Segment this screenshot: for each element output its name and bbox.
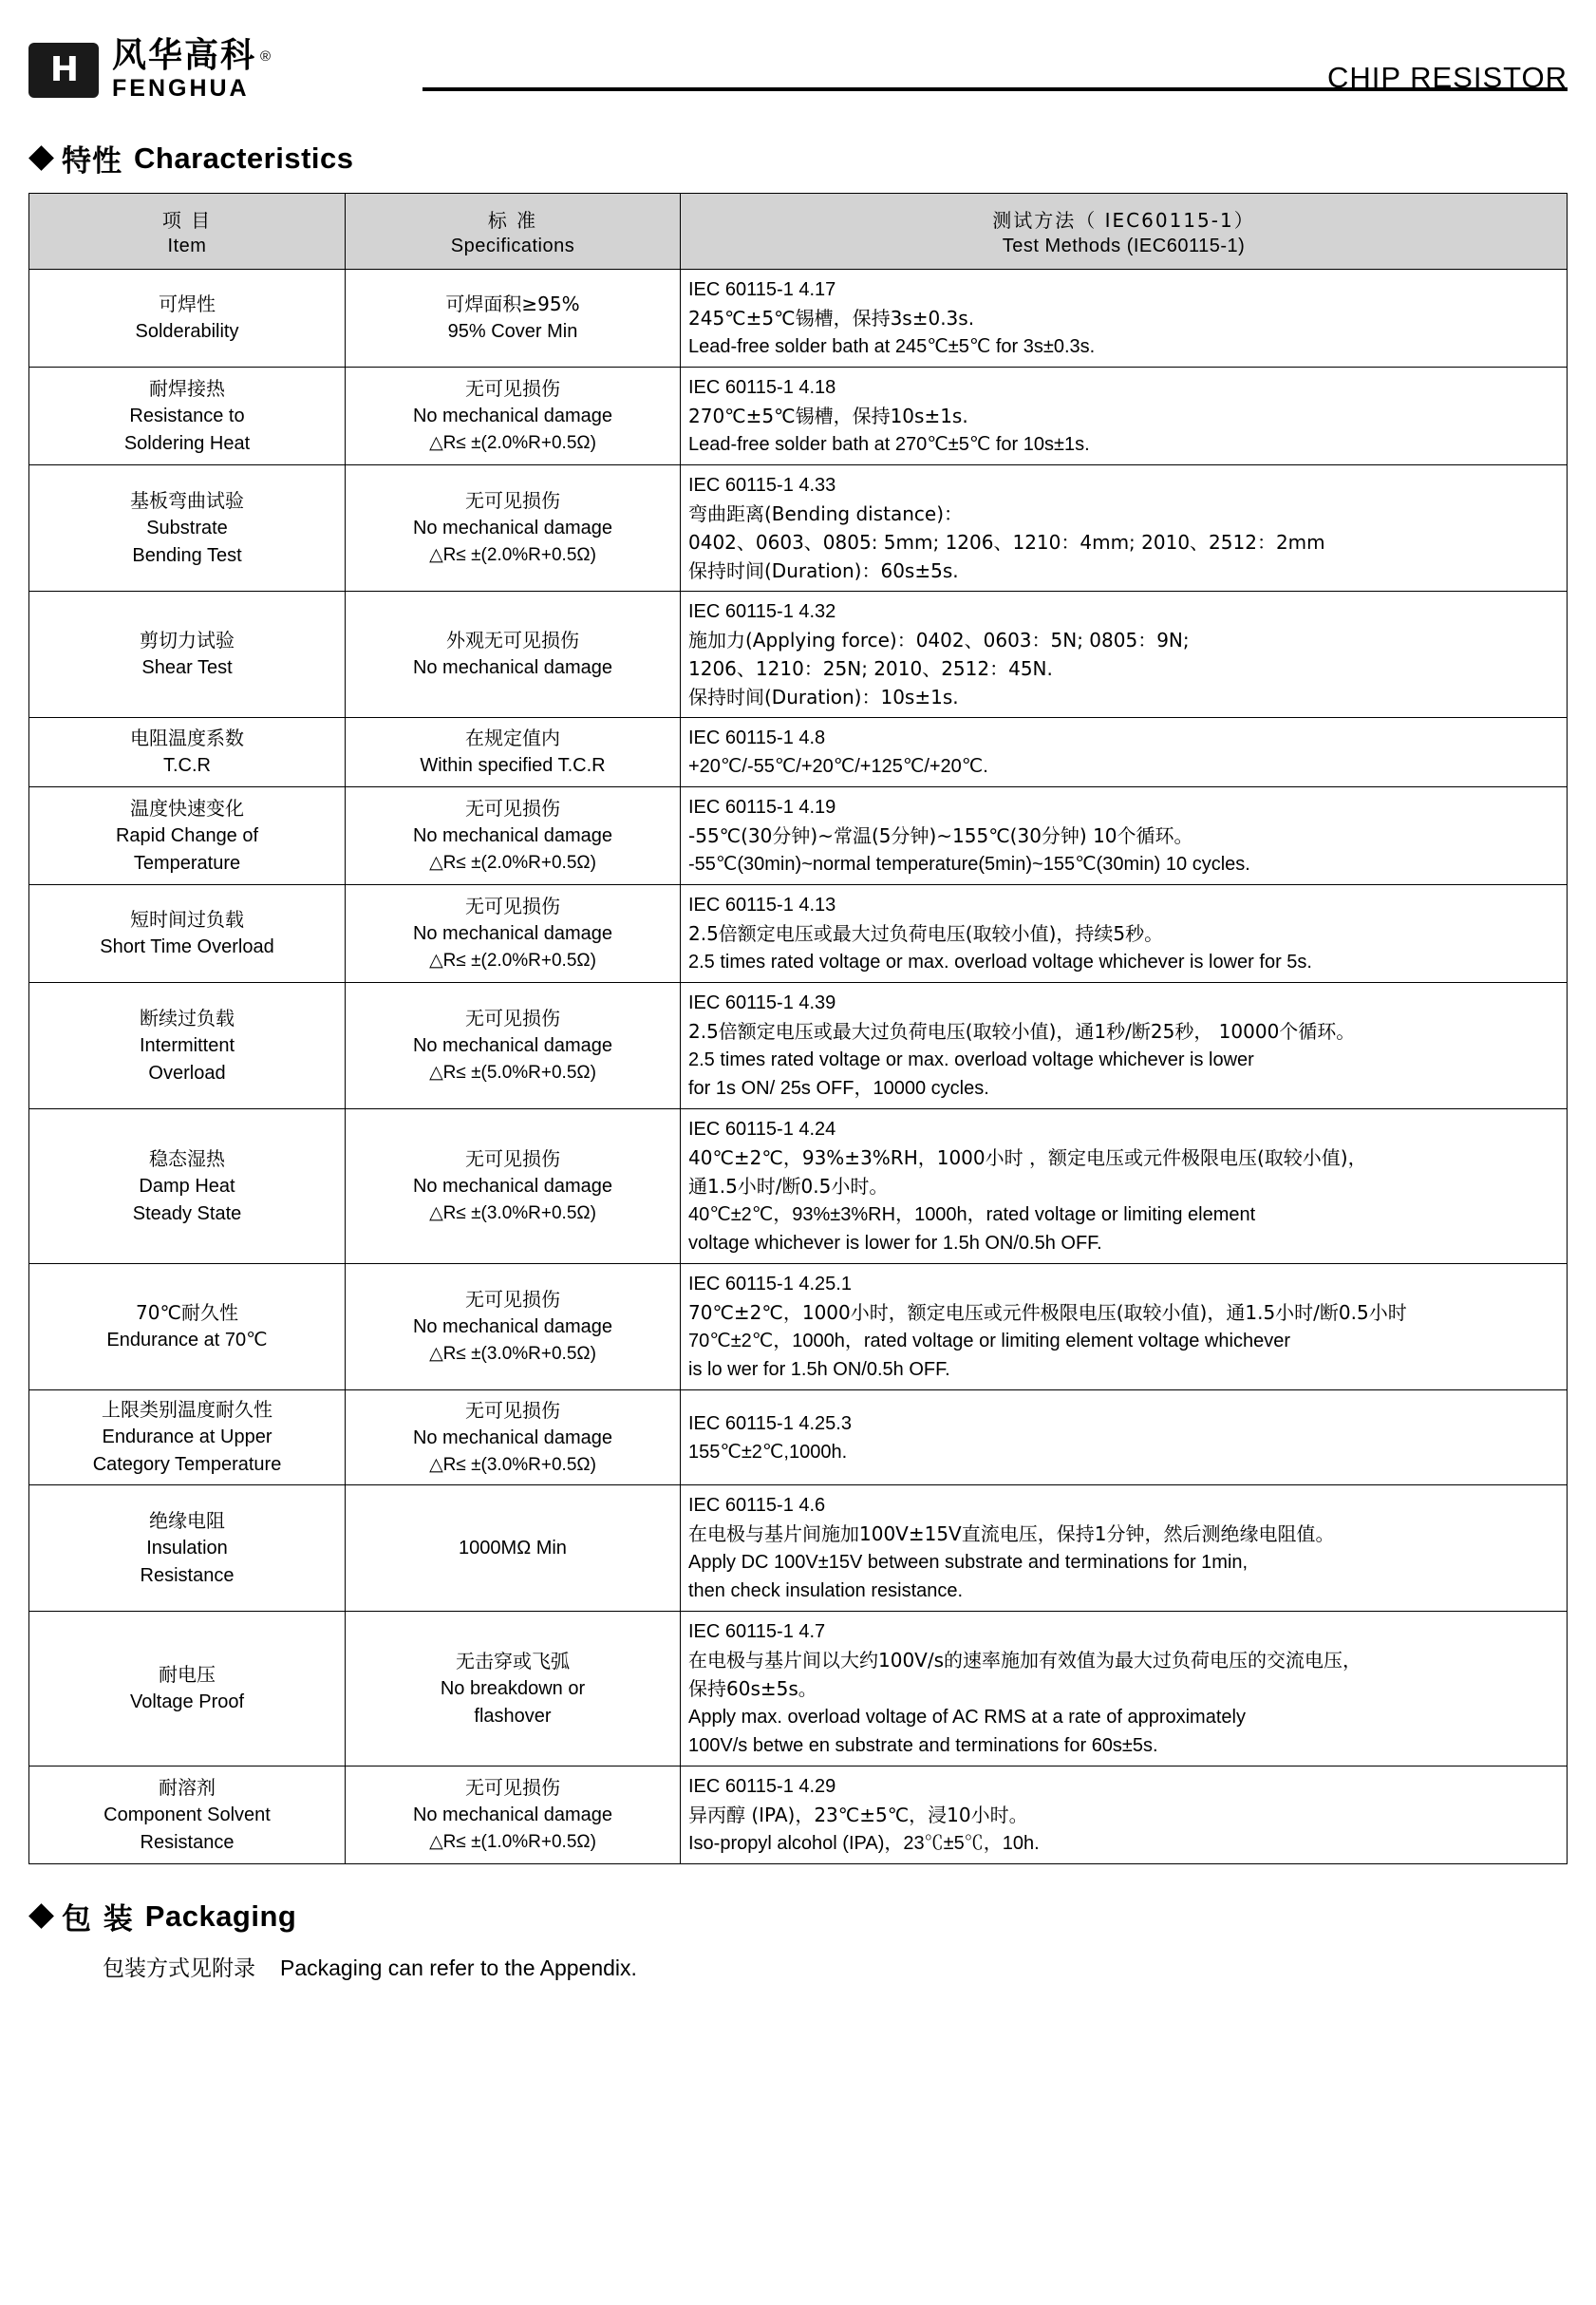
spec-en: No mechanical damage	[412, 1176, 613, 1198]
spec-en: No mechanical damage	[412, 1804, 613, 1826]
column-header-item	[29, 194, 346, 270]
spec-en: No mechanical damage	[412, 825, 613, 847]
table-row	[29, 1264, 1568, 1390]
cell-item	[29, 1109, 346, 1264]
column-header-item-en: Item	[167, 236, 207, 256]
cell-item	[29, 1612, 346, 1767]
test-method-line: for 1s ON/ 25s OFF，10000 cycles.	[688, 1078, 989, 1099]
item-label-cn: 绝缘电阻	[149, 1508, 225, 1532]
packaging-note-en: Packaging can refer to the Appendix.	[280, 1955, 637, 1980]
test-method-line: 施加力(Applying force)：0402、0603：5N; 0805：9N;	[688, 629, 1190, 652]
test-method-line: 2.5倍额定电压或最大过负荷电压(取较小值)，持续5秒。	[688, 922, 1164, 945]
cell-item	[29, 885, 346, 983]
item-label-en: Short Time Overload	[100, 936, 274, 957]
cell-specification	[346, 885, 681, 983]
spec-cn: 外观无可见损伤	[446, 629, 579, 652]
item-label-cn: 温度快速变化	[130, 796, 244, 820]
cell-test-method	[681, 465, 1568, 592]
table-row	[29, 718, 1568, 787]
item-label-cn: 断续过负载	[140, 1006, 235, 1030]
column-header-test-methods	[681, 194, 1568, 270]
spec-cn: 无可见损伤	[465, 1147, 560, 1171]
spec-cn: 无可见损伤	[465, 489, 560, 513]
test-method-line: -55℃(30min)~normal temperature(5min)~155℃(30min) 10 cycles.	[688, 854, 1250, 875]
cell-test-method	[681, 270, 1568, 368]
test-method-line: Apply DC 100V±15V between substrate and terminations for 1min,	[688, 1552, 1249, 1573]
table-header-row	[29, 194, 1568, 270]
cell-test-method	[681, 592, 1568, 718]
test-method-line: 100V/s betwe en substrate and terminations for 60s±5s.	[688, 1735, 1158, 1756]
cell-test-method	[681, 885, 1568, 983]
test-method-line: 70℃±2℃，1000小时，额定电压或元件极限电压(取较小值)，通1.5小时/断0.5小时	[688, 1301, 1407, 1324]
spec-en: No mechanical damage	[412, 518, 613, 539]
test-method-line: then check insulation resistance.	[688, 1580, 964, 1601]
item-label-cn: 剪切力试验	[140, 629, 235, 652]
spec-cn: 可焊面积≥95%	[445, 293, 580, 315]
test-method-line: 40℃±2℃，93%±3%RH，1000h，rated voltage or limiting element	[688, 1204, 1256, 1225]
test-method-line: IEC 60115-1 4.17	[688, 279, 836, 300]
document-title: CHIP RESISTOR	[1326, 61, 1568, 94]
spec-tolerance: △R≤ ±(3.0%R+0.5Ω)	[429, 1454, 596, 1475]
spec-en: No mechanical damage	[412, 923, 613, 945]
spec-cn: 无可见损伤	[465, 797, 560, 821]
cell-specification	[346, 270, 681, 368]
spec-en: No mechanical damage	[412, 1426, 613, 1448]
cell-item	[29, 1485, 346, 1612]
cell-item	[29, 270, 346, 368]
cell-test-method	[681, 368, 1568, 465]
spec-cn: 无可见损伤	[465, 1007, 560, 1030]
item-label-en: Intermittent	[139, 1034, 235, 1056]
spec-cn: 无可见损伤	[465, 1398, 560, 1422]
spec-en: flashover	[474, 1705, 552, 1727]
spec-en: No breakdown or	[440, 1677, 586, 1699]
table-row	[29, 465, 1568, 592]
column-header-test-cn: 测试方法（ IEC60115-1）	[992, 209, 1255, 232]
header-divider	[422, 87, 1568, 91]
spec-cn: 无可见损伤	[465, 895, 560, 918]
test-method-line: Iso-propyl alcohol (IPA)，23℃±5℃，10h.	[688, 1833, 1040, 1854]
cell-test-method	[681, 718, 1568, 787]
test-method-line: IEC 60115-1 4.6	[688, 1495, 826, 1516]
spec-cn: 在规定值内	[465, 727, 560, 749]
cell-specification	[346, 592, 681, 718]
table-row	[29, 983, 1568, 1109]
test-method-line: 70℃±2℃，1000h，rated voltage or limiting element voltage whichever	[688, 1331, 1291, 1351]
item-label-en: Voltage Proof	[129, 1691, 245, 1712]
test-method-line: 保持时间(Duration)：60s±5s.	[688, 559, 959, 582]
test-method-line: Lead-free solder bath at 270℃±5℃ for 10s±1s.	[688, 434, 1090, 455]
spec-tolerance: △R≤ ±(2.0%R+0.5Ω)	[429, 433, 596, 454]
logo-glyph: H	[49, 50, 78, 89]
characteristics-heading-cn: 特性	[62, 144, 122, 179]
column-header-spec-cn: 标 准	[487, 209, 538, 232]
item-label-cn: 稳态湿热	[149, 1146, 225, 1170]
table-row	[29, 592, 1568, 718]
item-label-en: T.C.R	[163, 755, 211, 776]
test-method-line: 40℃±2℃，93%±3%RH，1000小时 ，额定电压或元件极限电压(取较小值)，	[688, 1146, 1367, 1169]
brand-logo	[28, 36, 272, 106]
cell-item	[29, 718, 346, 787]
brand-name-cn	[112, 36, 272, 75]
item-label-cn: 短时间过负载	[130, 908, 244, 931]
cell-test-method	[681, 1767, 1568, 1864]
cell-specification	[346, 787, 681, 885]
spec-en: No mechanical damage	[412, 406, 613, 427]
test-method-line: IEC 60115-1 4.24	[688, 1119, 836, 1140]
cell-test-method	[681, 787, 1568, 885]
test-method-line: 保持60s±5s。	[688, 1677, 817, 1700]
test-method-line: voltage whichever is lower for 1.5h ON/0.5h OFF.	[688, 1233, 1102, 1254]
cell-test-method	[681, 1390, 1568, 1485]
cell-item	[29, 368, 346, 465]
cell-specification	[346, 1390, 681, 1485]
item-label-en: Substrate	[146, 517, 228, 538]
spec-tolerance: △R≤ ±(5.0%R+0.5Ω)	[429, 1063, 596, 1084]
test-method-line: IEC 60115-1 4.39	[688, 992, 836, 1013]
test-method-line: 2.5倍额定电压或最大过负荷电压(取较小值)，通1秒/断25秒， 10000个循环。	[688, 1020, 1356, 1043]
table-row	[29, 1109, 1568, 1264]
characteristics-heading-en: Characteristics	[134, 141, 354, 175]
cell-item	[29, 465, 346, 592]
test-method-line: 2.5 times rated voltage or max. overload voltage whichever is lower for 5s.	[688, 952, 1312, 973]
table-row	[29, 787, 1568, 885]
cell-specification	[346, 718, 681, 787]
packaging-heading-cn: 包 装	[62, 1902, 134, 1937]
packaging-heading	[32, 1895, 1568, 1937]
item-label-en: Overload	[148, 1062, 226, 1084]
test-method-line: Lead-free solder bath at 245℃±5℃ for 3s±0.3s.	[688, 336, 1096, 357]
item-label-en: Bending Test	[132, 544, 242, 566]
cell-specification	[346, 983, 681, 1109]
cell-specification	[346, 1485, 681, 1612]
item-label-cn: 可焊性	[159, 293, 216, 315]
item-label-en: Rapid Change of	[115, 824, 259, 846]
table-row	[29, 885, 1568, 983]
spec-tolerance: △R≤ ±(2.0%R+0.5Ω)	[429, 545, 596, 566]
test-method-line: IEC 60115-1 4.32	[688, 601, 836, 622]
cell-test-method	[681, 1612, 1568, 1767]
item-label-cn: 上限类别温度耐久性	[102, 1398, 272, 1421]
test-method-line: 245℃±5℃锡槽，保持3s±0.3s.	[688, 307, 975, 330]
test-method-line: 异丙醇 (IPA)，23℃±5℃，浸10小时。	[688, 1804, 1028, 1826]
table-body	[29, 270, 1568, 1864]
diamond-bullet-icon	[28, 145, 54, 171]
test-method-line: -55℃(30分钟)~常温(5分钟)~155℃(30分钟) 10个循环。	[688, 824, 1193, 847]
diamond-bullet-icon	[28, 1903, 54, 1929]
cell-specification	[346, 1264, 681, 1390]
table-row	[29, 270, 1568, 368]
test-method-line: IEC 60115-1 4.13	[688, 895, 836, 916]
spec-tolerance: △R≤ ±(3.0%R+0.5Ω)	[429, 1344, 596, 1365]
column-header-spec-en: Specifications	[450, 236, 575, 256]
spec-en: 95% Cover Min	[447, 321, 578, 342]
packaging-heading-en: Packaging	[144, 1899, 297, 1933]
item-label-en: Damp Heat	[139, 1175, 235, 1197]
cell-test-method	[681, 1109, 1568, 1264]
item-label-en: Component Solvent	[103, 1804, 271, 1825]
spec-en: No mechanical damage	[412, 657, 613, 678]
column-header-specifications	[346, 194, 681, 270]
table-row	[29, 1612, 1568, 1767]
spec-tolerance: △R≤ ±(3.0%R+0.5Ω)	[429, 1203, 596, 1224]
spec-en: Within specified T.C.R	[420, 755, 606, 776]
test-method-line: IEC 60115-1 4.25.1	[688, 1274, 852, 1294]
test-method-line: 在电极与基片间施加100V±15V直流电压，保持1分钟，然后测绝缘电阻值。	[688, 1522, 1335, 1545]
spec-cn: 无可见损伤	[465, 1776, 560, 1800]
brand-name-en: FENGHUA	[112, 75, 250, 102]
cell-test-method	[681, 983, 1568, 1109]
spec-cn: 无击穿或飞弧	[456, 1649, 570, 1672]
item-label-cn: 电阻温度系数	[130, 727, 244, 749]
spec-tolerance: △R≤ ±(2.0%R+0.5Ω)	[429, 951, 596, 972]
table-row	[29, 1485, 1568, 1612]
table-header	[29, 194, 1568, 270]
test-method-line: Apply max. overload voltage of AC RMS at a rate of approximately	[688, 1707, 1246, 1728]
test-method-line: 保持时间(Duration)：10s±1s.	[688, 686, 959, 709]
characteristics-table	[28, 193, 1568, 1864]
item-label-en: Endurance at 70℃	[106, 1330, 268, 1351]
cell-specification	[346, 1109, 681, 1264]
item-label-cn: 基板弯曲试验	[130, 488, 244, 512]
spec-cn: 无可见损伤	[465, 1288, 560, 1312]
packaging-note-cn: 包装方式见附录	[103, 1956, 255, 1981]
spec-tolerance: △R≤ ±(1.0%R+0.5Ω)	[429, 1832, 596, 1853]
test-method-line: 弯曲距离(Bending distance)：	[688, 502, 964, 525]
item-label-en: Resistance to	[129, 405, 245, 426]
test-method-line: 在电极与基片间以大约100V/s的速率施加有效值为最大过负荷电压的交流电压，	[688, 1649, 1362, 1672]
spec-en: No mechanical damage	[412, 1035, 613, 1057]
spec-en: No mechanical damage	[412, 1316, 613, 1338]
item-label-en: Category Temperature	[92, 1454, 282, 1475]
spec-tolerance: △R≤ ±(2.0%R+0.5Ω)	[429, 853, 596, 874]
page-header	[28, 27, 1568, 106]
table-row	[29, 1767, 1568, 1864]
test-method-line: 2.5 times rated voltage or max. overload voltage whichever is lower	[688, 1049, 1254, 1070]
test-method-line: 1206、1210：25N; 2010、2512：45N.	[688, 657, 1053, 680]
test-method-line: +20℃/-55℃/+20℃/+125℃/+20℃.	[688, 756, 988, 777]
characteristics-heading	[32, 137, 1568, 179]
test-method-line: 270℃±5℃锡槽，保持10s±1s.	[688, 405, 968, 427]
cell-item	[29, 787, 346, 885]
item-label-en: Endurance at Upper	[102, 1426, 272, 1447]
item-label-cn: 耐溶剂	[159, 1775, 216, 1799]
registered-trademark-icon: ®	[260, 47, 272, 65]
cell-test-method	[681, 1264, 1568, 1390]
test-method-line: IEC 60115-1 4.7	[688, 1621, 826, 1642]
column-header-item-cn: 项 目	[161, 209, 213, 232]
test-method-line: IEC 60115-1 4.29	[688, 1776, 836, 1797]
cell-specification	[346, 1612, 681, 1767]
test-method-line: 通1.5小时/断0.5小时。	[688, 1175, 889, 1198]
item-label-en: Temperature	[133, 852, 241, 874]
item-label-en: Shear Test	[141, 657, 233, 678]
test-method-line: IEC 60115-1 4.33	[688, 475, 836, 496]
test-method-line: IEC 60115-1 4.8	[688, 727, 826, 748]
item-label-en: Steady State	[132, 1202, 242, 1224]
column-header-test-en: Test Methods (IEC60115-1)	[1002, 236, 1246, 256]
spec-cn: 无可见损伤	[465, 377, 560, 401]
test-method-line: 155℃±2℃,1000h.	[688, 1441, 848, 1463]
cell-item	[29, 983, 346, 1109]
item-label-en: Insulation	[146, 1537, 228, 1559]
item-label-cn: 70℃耐久性	[136, 1301, 238, 1324]
test-method-line: is lo wer for 1.5h ON/0.5h OFF.	[688, 1359, 950, 1380]
cell-item	[29, 1390, 346, 1485]
table-row	[29, 1390, 1568, 1485]
item-label-en: Soldering Heat	[123, 432, 251, 454]
cell-item	[29, 1767, 346, 1864]
cell-item	[29, 1264, 346, 1390]
spec-en: 1000MΩ Min	[459, 1537, 567, 1559]
item-label-cn: 耐电压	[159, 1663, 216, 1686]
test-method-line: IEC 60115-1 4.18	[688, 377, 836, 398]
item-label-en: Solderability	[135, 321, 239, 342]
cell-test-method	[681, 1485, 1568, 1612]
test-method-line: IEC 60115-1 4.19	[688, 797, 836, 818]
test-method-line: 0402、0603、0805: 5mm; 1206、1210：4mm; 2010、2512：2mm	[688, 531, 1325, 554]
cell-item	[29, 592, 346, 718]
table-row	[29, 368, 1568, 465]
brand-text	[112, 36, 272, 102]
brand-name-cn-text: 风华高科	[112, 36, 257, 75]
packaging-note	[103, 1951, 1568, 1982]
cell-specification	[346, 368, 681, 465]
cell-specification	[346, 1767, 681, 1864]
test-method-line: IEC 60115-1 4.25.3	[688, 1412, 852, 1434]
cell-specification	[346, 465, 681, 592]
item-label-en: Resistance	[140, 1564, 235, 1586]
item-label-en: Resistance	[140, 1831, 235, 1853]
fenghua-logo-icon	[28, 43, 99, 98]
item-label-cn: 耐焊接热	[149, 376, 225, 400]
